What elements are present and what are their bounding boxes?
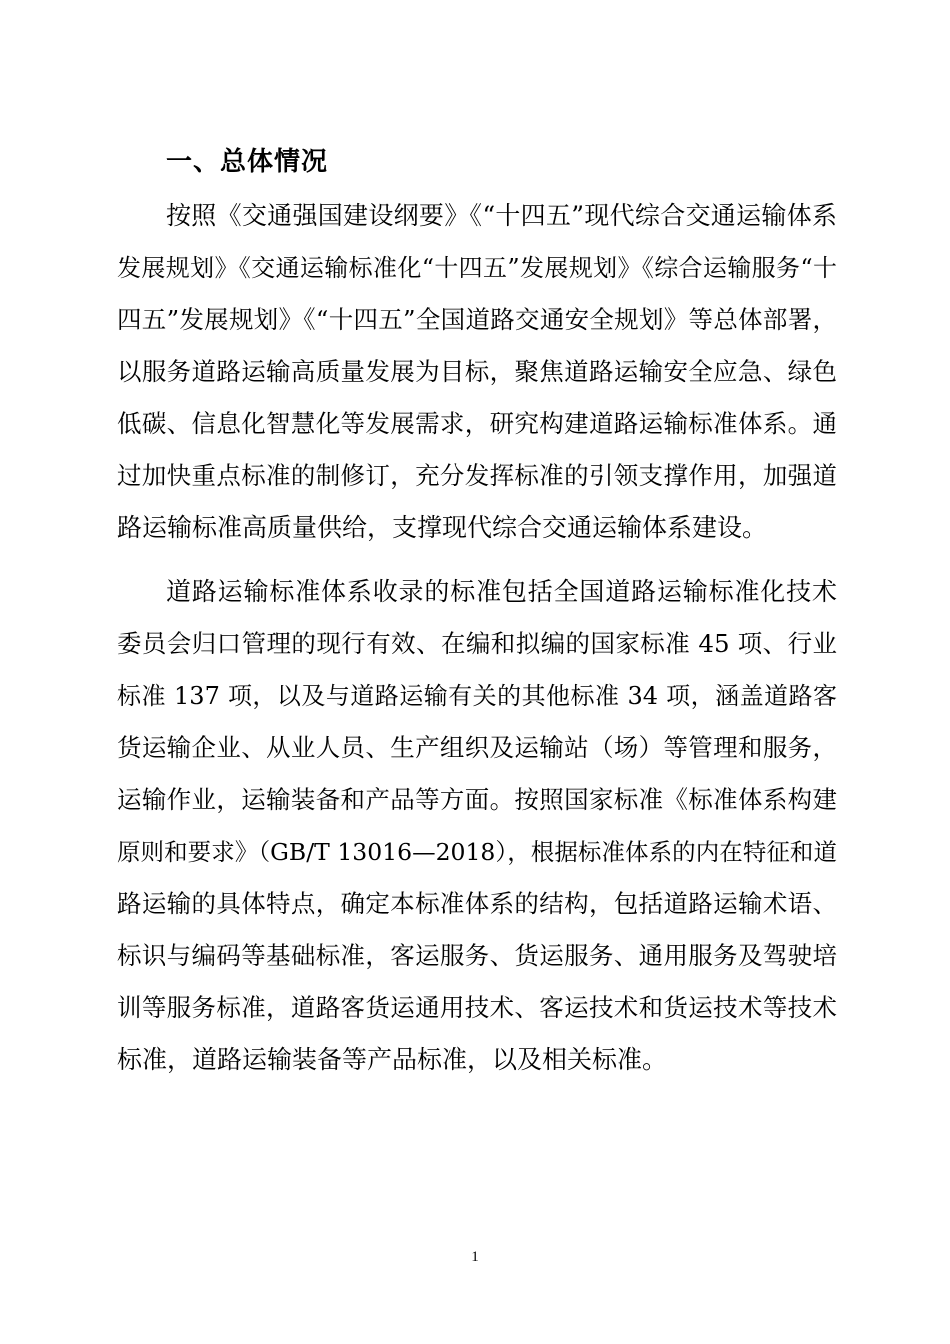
paragraph-line: 标准，道路运输装备等产品标准，以及相关标准。 bbox=[117, 1045, 668, 1074]
page-number: 1 bbox=[471, 1249, 479, 1265]
paragraph-line: 道路运输标准体系收录的标准包括全国道路运输标准化技术 bbox=[166, 577, 837, 606]
paragraph-line: 原则和要求》（GB/T 13016—2018），根据标准体系的内在特征和道 bbox=[117, 838, 837, 866]
paragraph-line: 货运输企业、从业人员、生产组织及运输站（场）等管理和服务， bbox=[117, 733, 837, 762]
paragraph-line: 发展规划》《交通运输标准化“十四五”发展规划》《综合运输服务“十 bbox=[117, 254, 837, 282]
paragraph-line: 四五”发展规划》《“十四五”全国道路交通安全规划》等总体部署， bbox=[117, 305, 837, 334]
paragraph-line: 路运输标准高质量供给，支撑现代综合交通运输体系建设。 bbox=[117, 513, 768, 542]
paragraph-line: 过加快重点标准的制修订，充分发挥标准的引领支撑作用，加强道 bbox=[117, 461, 837, 490]
section-heading: 一、总体情况 bbox=[166, 147, 329, 177]
paragraph-line: 标识与编码等基础标准，客运服务、货运服务、通用服务及驾驶培 bbox=[117, 941, 837, 970]
paragraph-line: 委员会归口管理的现行有效、在编和拟编的国家标准 45 项、行业 bbox=[117, 629, 837, 658]
paragraph-line: 标准 137 项，以及与道路运输有关的其他标准 34 项，涵盖道路客 bbox=[117, 682, 837, 710]
paragraph-line: 以服务道路运输高质量发展为目标，聚焦道路运输安全应急、绿色 bbox=[117, 357, 837, 386]
paragraph-line: 运输作业，运输装备和产品等方面。按照国家标准《标准体系构建 bbox=[117, 785, 837, 814]
paragraph-line: 路运输的具体特点，确定本标准体系的结构，包括道路运输术语、 bbox=[117, 889, 837, 918]
paragraph-line: 低碳、信息化智慧化等发展需求，研究构建道路运输标准体系。通 bbox=[117, 409, 837, 438]
paragraph-line: 按照《交通强国建设纲要》《“十四五”现代综合交通运输体系 bbox=[166, 201, 837, 230]
paragraph-line: 训等服务标准，道路客货运通用技术、客运技术和货运技术等技术 bbox=[117, 993, 837, 1022]
